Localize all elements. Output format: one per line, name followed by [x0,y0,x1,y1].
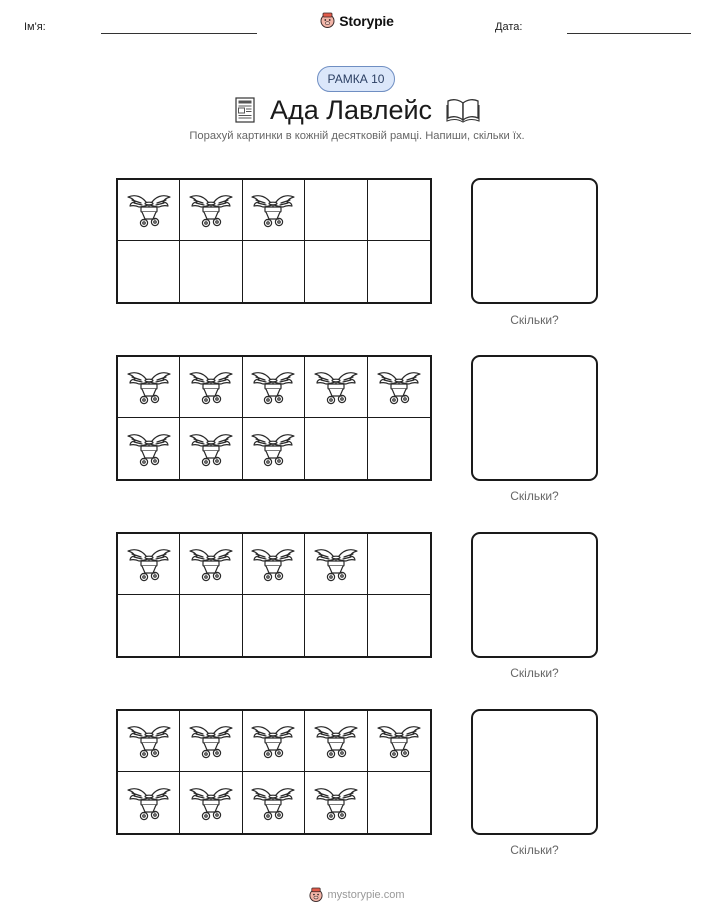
ten-frame [116,709,432,835]
flying-machine-icon [376,720,422,762]
frame-cell-filled [368,357,430,418]
ten-frame [116,355,432,481]
frame-cell-filled [305,772,367,833]
frame-cell-empty [368,534,430,595]
frame-cell-filled [118,418,180,479]
frame-cell-filled [118,357,180,418]
frame-cell-filled [180,357,242,418]
flying-machine-icon [126,366,172,408]
frame-cell-filled [305,534,367,595]
frame-cell-filled [243,357,305,418]
answer-prompt: Скільки? [510,489,559,503]
flying-machine-icon [126,543,172,585]
frame-cell-filled [243,534,305,595]
answer-box[interactable] [471,709,598,835]
answer-box[interactable] [471,178,598,304]
flying-machine-icon [250,189,296,231]
frame-cell-empty [180,595,242,656]
brand-logo [0,12,714,29]
flying-machine-icon [126,720,172,762]
footer-site: mystorypie.com [327,889,405,901]
flying-machine-icon [188,782,234,824]
pig-mascot-icon [309,887,323,903]
frame-cell-filled [243,418,305,479]
frame-cell-filled [368,711,430,772]
frame-cell-empty [118,241,180,302]
answer-prompt: Скільки? [510,843,559,857]
page-title: Ада Лавлейс [269,94,433,125]
flying-machine-icon [250,782,296,824]
frame-cell-filled [243,711,305,772]
frame-cell-empty [368,180,430,241]
frame-cell-filled [180,711,242,772]
flying-machine-icon [126,428,172,470]
flying-machine-icon [313,720,359,762]
flying-machine-icon [376,366,422,408]
pig-mascot-icon [320,12,335,29]
flying-machine-icon [250,366,296,408]
frame-cell-empty [368,241,430,302]
flying-machine-icon [188,720,234,762]
answer-prompt: Скільки? [510,666,559,680]
frame-cell-empty [243,595,305,656]
answer-prompt: Скільки? [510,313,559,327]
newspaper-icon [234,97,256,123]
instruction-text: Порахуй картинки в кожній десятковій рамці. Напиши, скільки їх. [189,130,525,142]
footer [0,887,714,903]
flying-machine-icon [313,366,359,408]
frame-cell-filled [180,180,242,241]
frame-cell-filled [305,357,367,418]
flying-machine-icon [250,543,296,585]
frame-cell-filled [243,180,305,241]
frame-cell-filled [180,534,242,595]
frame-cell-empty [243,241,305,302]
frame-cell-empty [305,241,367,302]
date-label: Дата: [495,21,523,33]
flying-machine-icon [188,428,234,470]
flying-machine-icon [313,782,359,824]
answer-box[interactable] [471,532,598,658]
frame-cell-filled [118,711,180,772]
flying-machine-icon [188,543,234,585]
flying-machine-icon [126,189,172,231]
ten-frame [116,178,432,304]
frame-badge: РАМКА 10 [317,66,395,92]
frame-cell-empty [180,241,242,302]
open-book-icon [446,97,480,123]
date-line[interactable] [567,33,691,34]
frame-cell-filled [118,180,180,241]
frame-cell-empty [305,418,367,479]
name-label: Ім'я: [24,21,46,33]
frame-cell-empty [368,595,430,656]
flying-machine-icon [188,366,234,408]
brand-name: Storypie [339,12,394,29]
frame-cell-empty [305,180,367,241]
frame-cell-filled [118,772,180,833]
frame-cell-empty [368,772,430,833]
flying-machine-icon [126,782,172,824]
frame-cell-filled [180,418,242,479]
frame-cell-filled [305,711,367,772]
frame-cell-filled [243,772,305,833]
ten-frame [116,532,432,658]
frame-cell-empty [368,418,430,479]
frame-cell-filled [118,534,180,595]
frame-cell-empty [118,595,180,656]
answer-box[interactable] [471,355,598,481]
flying-machine-icon [250,720,296,762]
flying-machine-icon [313,543,359,585]
name-line[interactable] [101,33,257,34]
title-row [0,92,714,128]
frame-cell-filled [180,772,242,833]
flying-machine-icon [250,428,296,470]
frame-cell-empty [305,595,367,656]
flying-machine-icon [188,189,234,231]
